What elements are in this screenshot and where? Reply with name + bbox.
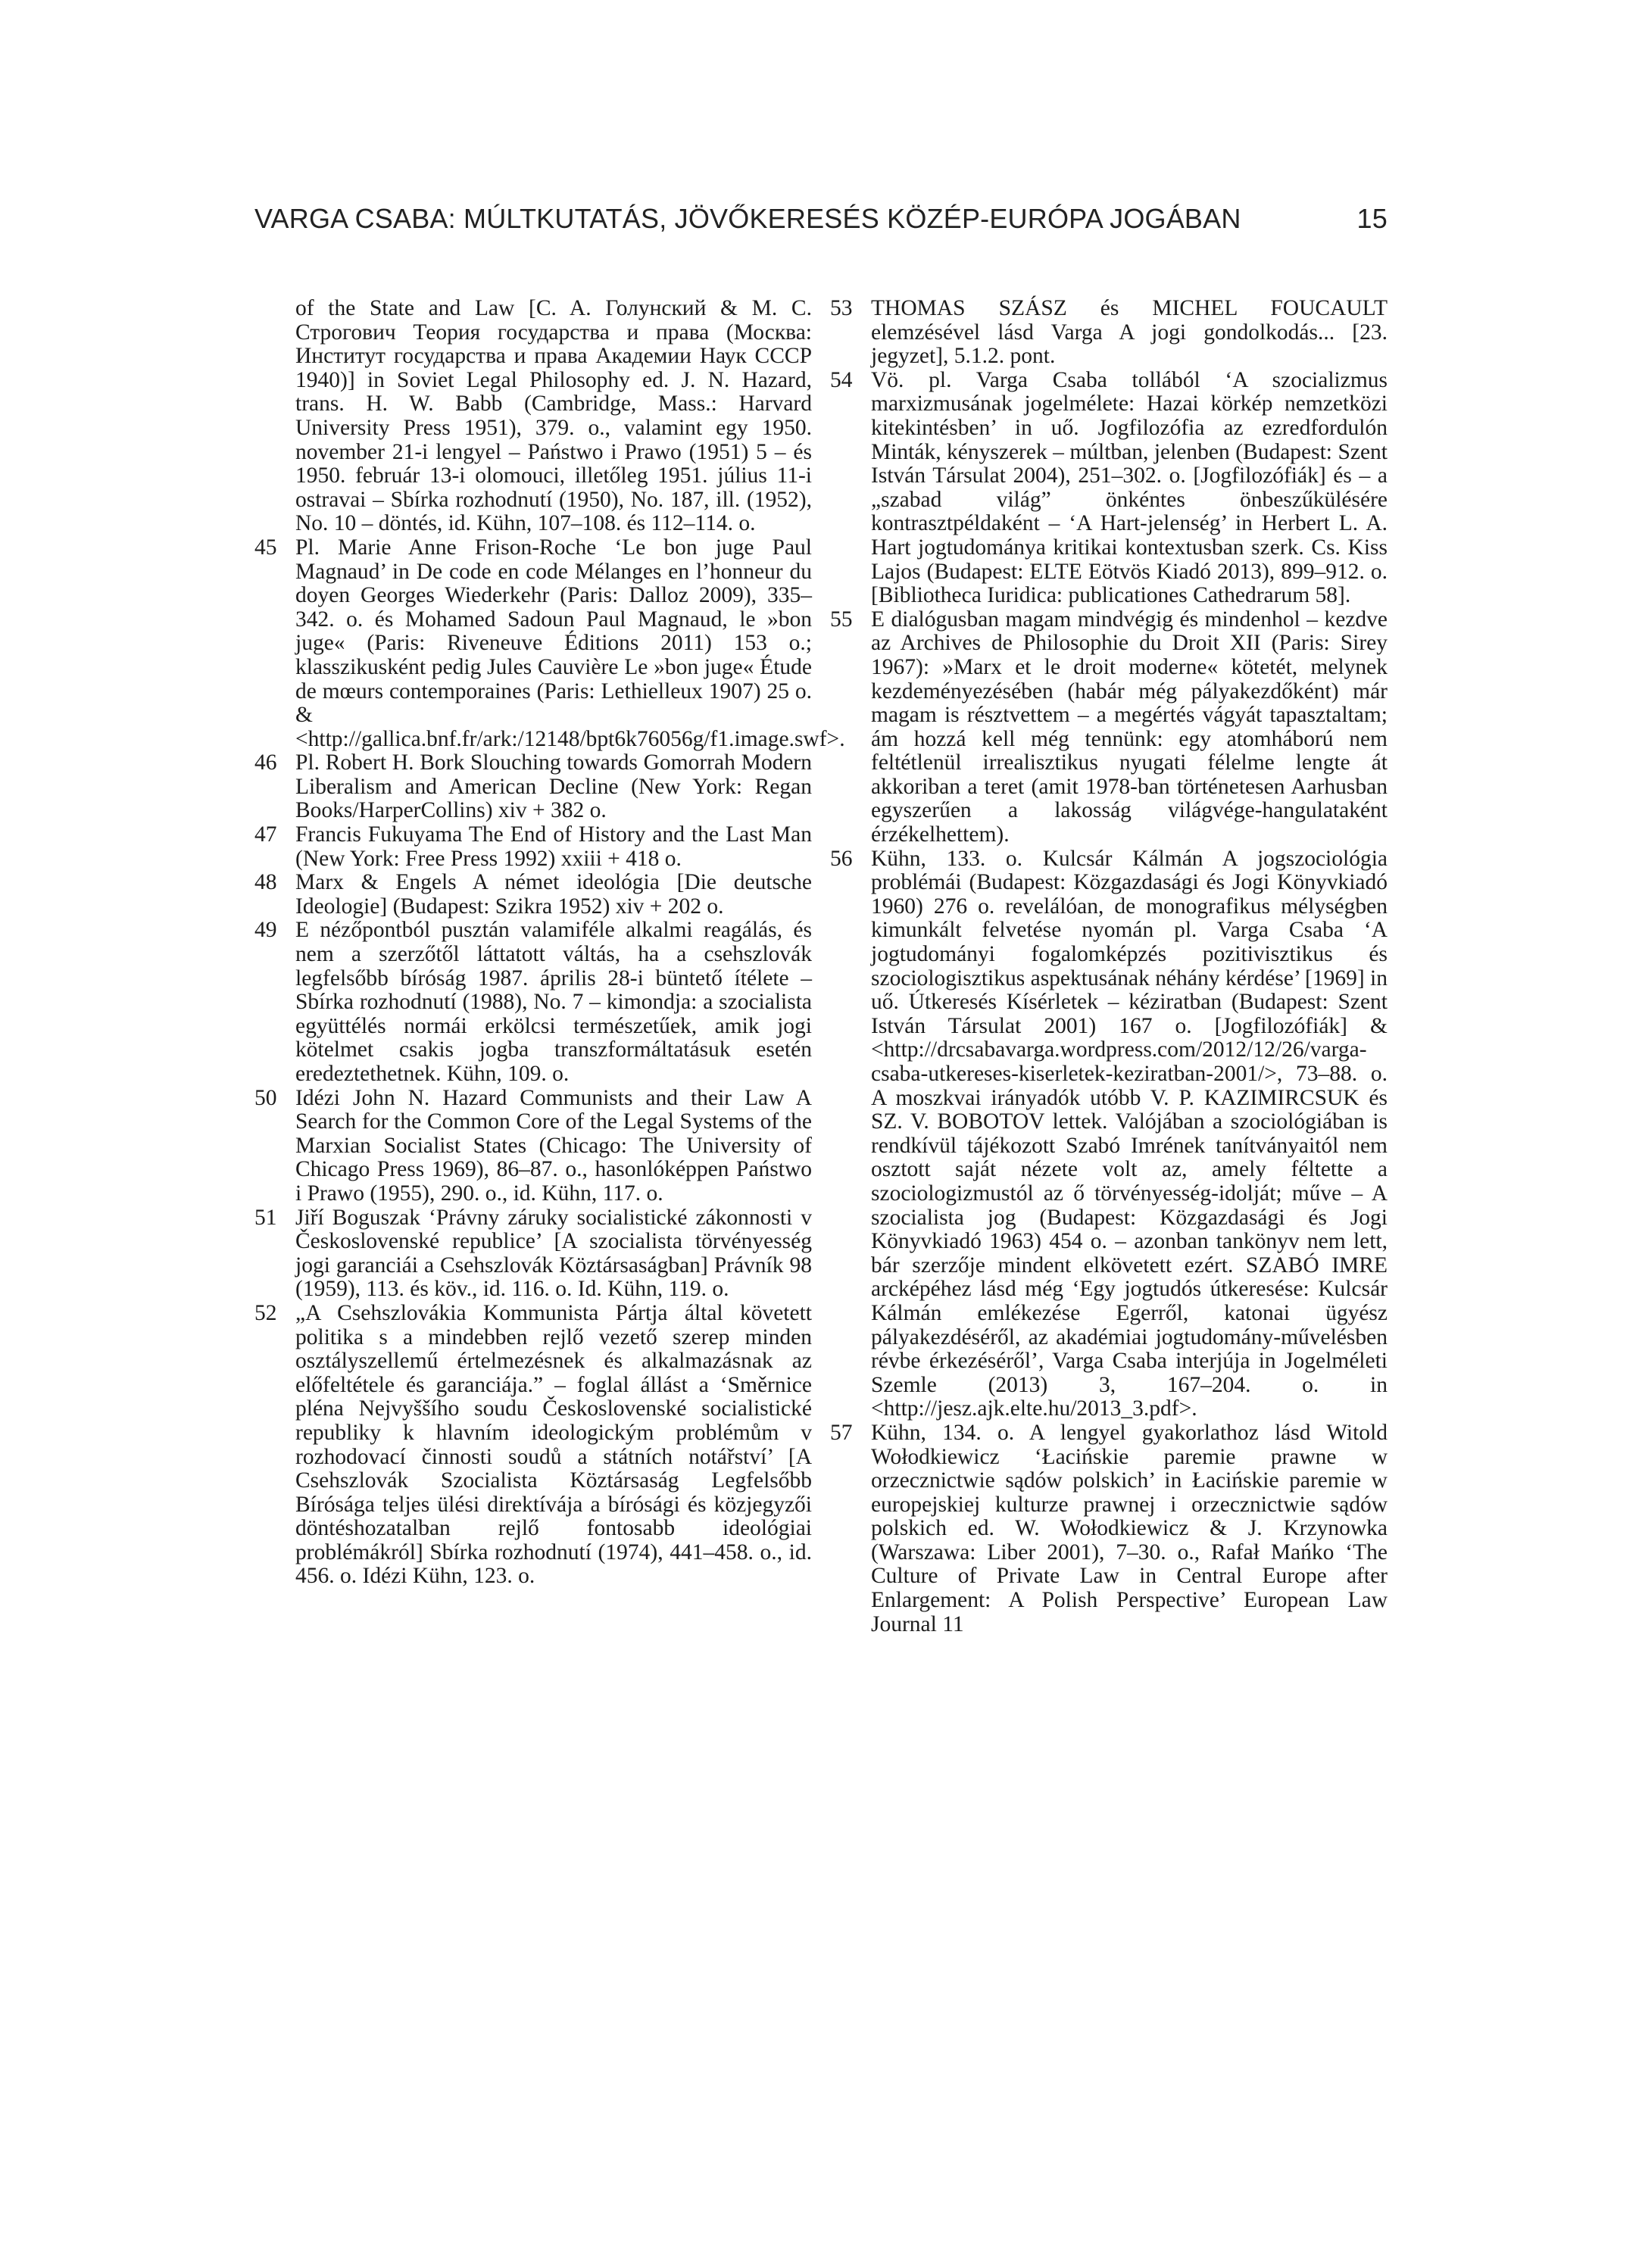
footnote-text: Francis Fukuyama The End of History and the Last Man (New York: Free Press 1992) xxiii + 418 o. xyxy=(295,822,812,871)
footnote-text: Kühn, 133. o. Kulcsár Kálmán A jogszociológia problémái (Budapest: Közgazdasági és Jogi Könyvkiadó 1960) 276 o. revelálóan, de monografikus mélységben kimunkált felvetése nyomán pl. Varga Csaba ‘A jogtudományi fogalomképzés pozitivisztikus és szociologisztikus aspektusának néhány kérdése’ [1969] in uő. Útkeresés Kísérletek – kéziratban (Budapest: Szent István Társulat 2001) 167 o. [Jogfilozófiák] & <http://drcsabavarga.wordpress.com/2012/12/26/varga-csaba-utkereses-kiserletek-keziratban-2001/>, 73–88. o. A moszkvai irányadók utóbb V. P. KAZIMIRCSUK és SZ. V. BOBOTOV lettek. Valójában a szociológiában is rendkívül tájékozott Szabó Imrének tanítványaitól nem osztott saját nézete volt az, amely féltette a szociologizmustól az ő törvényesség-idolját; műve – A szocialista jog (Budapest: Közgazdasági és Jogi Könyvkiadó 1963) 454 o. – azonban tankönyv nem lett, bár szerzője mindent elkövetett ezért. SZABÓ IMRE arcképéhez lásd még ‘Egy jogtudós útkeresése: Kulcsár Kálmán emlékezése Egerről, katonai ügyész pályakezdéséről, az akadémiai jogtudomány-művelésben révbe érkezéséről’, Varga Csaba interjúja in Jogelméleti Szemle (2013) 3, 167–204. o. in <http://jesz.ajk.elte.hu/2013_3.pdf>. xyxy=(871,846,1388,1421)
footnote-number: 50 xyxy=(254,1085,277,1110)
footnote-54 xyxy=(830,369,1388,608)
footnote-50 xyxy=(254,1087,812,1206)
footnote-text: THOMAS SZÁSZ és MICHEL FOUCAULT elemzésével lásd Varga A jogi gondolkodás... [23. jegyzet], 5.1.2. pont. xyxy=(871,296,1388,369)
footnote-57 xyxy=(830,1421,1388,1636)
footnote-number: 55 xyxy=(830,607,853,632)
footnote-49 xyxy=(254,919,812,1086)
footnote-continuation xyxy=(254,297,812,536)
footnote-number: 47 xyxy=(254,822,277,847)
footnote-number: 51 xyxy=(254,1205,277,1230)
footnote-text: Idézi John N. Hazard Communists and their Law A Search for the Common Core of the Legal Systems of the Marxian Socialist States (Chicago: The University of Chicago Press 1969), 86–87. o., hasonlóképpen Państwo i Prawo (1955), 290. o., id. Kühn, 117. o. xyxy=(295,1085,812,1206)
footnote-number: 56 xyxy=(830,846,853,871)
running-head xyxy=(254,203,1388,235)
footnote-53 xyxy=(830,297,1388,369)
footnote-number: 54 xyxy=(830,367,853,392)
page-number: 15 xyxy=(1356,203,1388,234)
footnote-56 xyxy=(830,847,1388,1421)
running-head-title: VARGA CSABA: MÚLTKUTATÁS, JÖVŐKERESÉS KÖZÉP-EURÓPA JOGÁBAN xyxy=(254,203,1241,234)
footnote-text: E dialógusban magam mindvégig és mindenhol – kezdve az Archives de Philosophie du Droit XII (Paris: Sirey 1967): »Marx et le droit moderne« kötetét, melynek kezdeményezésében (habár még pályakezdőként) már magam is résztvettem – a megértés vágyát tapasztaltam; ám hozzá kell még tennünk: egy atomháború nem feltétlenül irrealisztikus nyugati félelme lengte át akkoriban a teret (amit 1978-ban történetesen Aarhusban egyszerűen a lakosság világvége-hangulataként érzékelhettem). xyxy=(871,607,1388,847)
footnote-51 xyxy=(254,1206,812,1302)
footnote-number: 48 xyxy=(254,870,277,895)
footnote-number: 49 xyxy=(254,918,277,943)
footnote-text: Jiří Boguszak ‘Právny záruky socialistické zákonnosti v Československé republice’ [A szocialista törvényesség jogi garanciái a Csehszlovák Köztársaságban] Právník 98 (1959), 113. és köv., id. 116. o. Id. Kühn, 119. o. xyxy=(295,1205,812,1302)
footnote-text: of the State and Law [C. A. Голунский & M. C. Строгович Теория государства и права (Москва: Институт государства и права Академии Наук СССР 1940)] in Soviet Legal Philosophy ed. J. N. Hazard, trans. H. W. Babb (Cambridge, Mass.: Harvard University Press 1951), 379. o., valamint egy 1950. november 21-i lengyel – Państwo i Prawo (1951) 5 – és 1950. február 13-i olomouci, illetőleg 1951. július 11-i ostravai – Sbírka rozhodnutí (1950), No. 187, ill. (1952), No. 10 – döntés, id. Kühn, 107–108. és 112–114. o. xyxy=(295,296,812,536)
footnote-text: Vö. pl. Varga Csaba tollából ‘A szocializmus marxizmusának jogelmélete: Hazai körkép nemzetközi kitekintésben’ in uő. Jogfilozófia az ezredfordulón Minták, kényszerek – múltban, jelenben (Budapest: Szent István Társulat 2004), 251–302. o. [Jogfilozófiák] és – a „szabad világ” önkéntes önbeszűkülésére kontrasztpéldaként – ‘A Hart-jelenség’ in Herbert L. A. Hart jogtudománya kritikai kontextusban szerk. Cs. Kiss Lajos (Budapest: ELTE Eötvös Kiadó 2013), 899–912. o. [Bibliotheca Iuridica: publicationes Cathedrarum 58]. xyxy=(871,367,1388,608)
footnote-number: 53 xyxy=(830,296,853,320)
footnote-55 xyxy=(830,608,1388,847)
footnote-text: Pl. Robert H. Bork Slouching towards Gomorrah Modern Liberalism and American Decline (New York: Regan Books/HarperCollins) xiv + 382 o. xyxy=(295,750,812,823)
footnote-47 xyxy=(254,823,812,871)
footnote-number: 46 xyxy=(254,750,277,775)
footnote-text: Pl. Marie Anne Frison-Roche ‘Le bon juge Paul Magnaud’ in De code en code Mélanges en l’honneur du doyen Georges Wiederkehr (Paris: Dalloz 2009), 335–342. o. és Mohamed Sadoun Paul Magnaud, le »bon juge« (Paris: Riveneuve Éditions 2011) 153 o.; klasszikusként pedig Jules Cauvière Le »bon juge« Étude de mœurs contemporaines (Paris: Lethielleux 1907) 25 o. & <http://gallica.bnf.fr/ark:/12148/bpt6k76056g/f1.image.swf>. xyxy=(295,535,845,751)
footnote-52 xyxy=(254,1302,812,1589)
footnote-number: 57 xyxy=(830,1420,853,1445)
right-column xyxy=(830,297,1388,1636)
footnote-number: 52 xyxy=(254,1300,277,1325)
footnote-48 xyxy=(254,871,812,919)
footnote-number: 45 xyxy=(254,535,277,560)
footnote-text: Kühn, 134. o. A lengyel gyakorlathoz lásd Witold Wołodkiewicz ‘Łacińskie paremie prawne w orzecznictwie sądów polskich’ in Łacińskie paremie w europejskiej kulturze prawnej i orzecznictwie sądów polskich ed. W. Wołodkiewicz & J. Krzynowka (Warszawa: Liber 2001), 7–30. o., Rafał Mańko ‘The Culture of Private Law in Central Europe after Enlargement: A Polish Perspective’ European Law Journal 11 xyxy=(871,1420,1388,1636)
footnote-text: „A Csehszlovákia Kommunista Pártja által követett politika s a mindebben rejlő vezető szerep minden osztályszellemű értelmezésnek és alkalmazásnak az előfeltétele és garanciája.” – foglal állást a ‘Směrnice pléna Nejvyššího soudu Československé socialistické republiky k hlavním ideologickým problémům v rozhodovací činnosti soudů a státních notářství’ [A Csehszlovák Szocialista Köztársaság Legfelsőbb Bírósága teljes ülési direktívája a bírósági és közjegyzői döntéshozatalban rejlő fontosabb ideológiai problémákról] Sbírka rozhodnutí (1974), 441–458. o., id. 456. o. Idézi Kühn, 123. o. xyxy=(295,1300,812,1589)
footnote-46 xyxy=(254,751,812,823)
footnote-text: Marx & Engels A német ideológia [Die deutsche Ideologie] (Budapest: Szikra 1952) xiv + 202 o. xyxy=(295,870,812,919)
footnote-text: E nézőpontból pusztán valamiféle alkalmi reagálás, és nem a szerzőtől láttatott váltás, ha a csehszlovák legfelsőbb bíróság 1987. április 28-i büntető ítélete – Sbírka rozhodnutí (1988), No. 7 – kimondja: a szocialista együttélés normái erkölcsi természetűek, amik jogi kötelmet csakis jogba transzformáltatásuk esetén eredeztethetnek. Kühn, 109. o. xyxy=(295,918,812,1086)
